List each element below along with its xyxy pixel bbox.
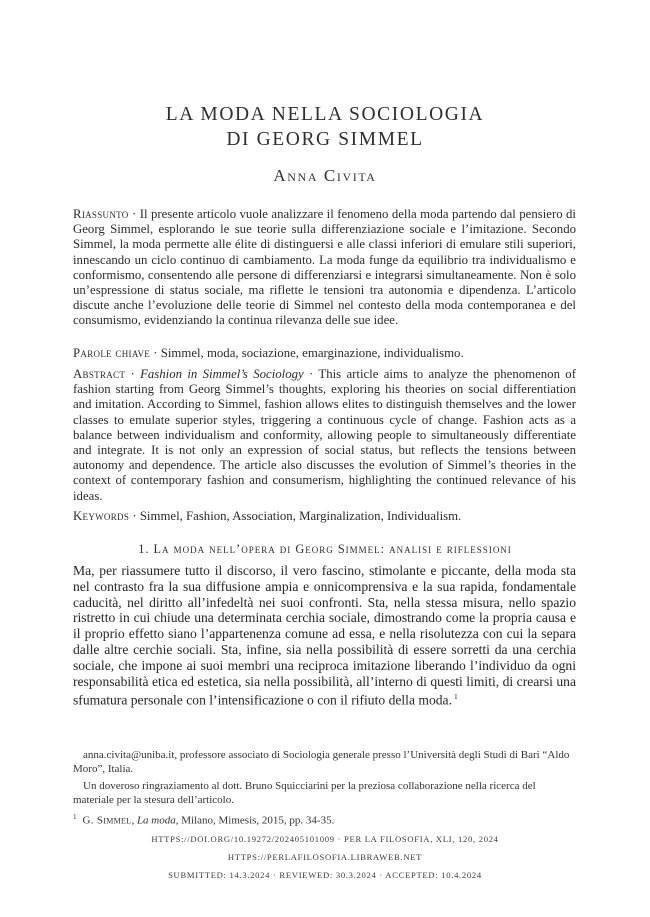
doi-line[interactable]: HTTPS://DOI.ORG/10.19272/202405101009 · PER LA FILOSOFIA, XLI, 120, 2024: [151, 834, 499, 844]
abstract-italian-text: Il presente articolo vuole analizzare il fenomeno della moda partendo dal pensiero di Georg Simmel, esplorando le sue teorie sulla differenziazione sociale e l’imitazione. Secondo Simmel, la moda permette alle élite di distinguersi e alle classi inferiori di emulare stili superiori, innescando un ciclo continuo di cambiamento. La moda funge da equilibrio tra individualismo e conformismo, consentendo alle persone di differenziarsi e integrarsi simultaneamente. Non è solo un’espressione di status sociale, ma riflette le tensioni tra autonomia e dipendenza. L’articolo discute anche l’evoluzione delle teorie di Simmel nel contesto della moda contemporanea e del consumismo, evidenziando la continua rilevanza delle sue idee.: [73, 207, 576, 328]
separator: ·: [303, 367, 319, 381]
footnote-marker[interactable]: 1: [454, 692, 458, 702]
footnote-author: G. Simmel: [82, 815, 132, 828]
separator: ·: [125, 367, 141, 381]
separator: ·: [150, 346, 161, 360]
section-heading: 1. La moda nell’opera di Georg Simmel: analisi e riflessioni: [138, 542, 512, 556]
abstract-italian: [73, 207, 576, 329]
author-affiliation-note: anna.civita@uniba.it, professore associato di Sociologia generale presso l’Università degli Studi di Bari “Aldo Moro”, Italia.: [73, 749, 570, 775]
separator: ·: [129, 509, 140, 523]
footnotes: [73, 749, 576, 829]
keywords-italian-text: Simmel, moda, sociazione, emarginazione, individualismo.: [160, 346, 464, 360]
footnote-details: , Milano, Mimesis, 2015, pp. 34-35.: [175, 815, 335, 828]
abstract-english-text: This article aims to analyze the phenomenon of fashion starting from Georg Simmel’s thoughts, exploring his theories on social differentiation and imitation. According to Simmel, fashion allows elites to distinguish themselves and the lower classes to emulate superior styles, triggering a continuous cycle of change. Fashion acts as a balance between individualism and conformity, allowing people to simultaneously differentiate and integrate. It is not only an expression of social status, but reflects the tensions between autonomy and dependence. The article also discusses the evolution of Simmel’s theories in the context of contemporary fashion and consumerism, highlighting the continued relevance of his ideas.: [73, 367, 576, 503]
abstract-english-title: Fashion in Simmel’s Sociology: [140, 367, 304, 381]
abstract-italian-label: Riassunto: [73, 207, 129, 221]
journal-url-line[interactable]: HTTPS://PERLAFILOSOFIA.LIBRAWEB.NET: [227, 852, 423, 862]
footnote-number: 1: [73, 813, 77, 822]
author-name: Anna Civita: [273, 166, 377, 185]
keywords-english-label: Keywords: [73, 509, 130, 523]
submission-dates-line: SUBMITTED: 14.3.2024 · REVIEWED: 30.3.2024 · ACCEPTED: 10.4.2024: [168, 870, 482, 880]
footnote-title: La moda: [136, 815, 176, 828]
article-title-line-1: LA MODA NELLA SOCIOLOGIA: [165, 104, 485, 125]
acknowledgement-note: Un doveroso ringraziamento al dott. Bruno Squicciarini per la preziosa collaborazione nella ricerca del materiale per la stesura dell’articolo.: [73, 780, 536, 806]
abstract-english: [73, 367, 576, 504]
body-text: Ma, per riassumere tutto il discorso, il vero fascino, stimolante e piccante, della moda sta nel contrasto fra la sua diffusione ampia e onnicomprensiva e la sua rapida, fondamentale caducità, nel diritto all’infedeltà nei suoi confronti. Sta, nella stessa misura, nello spazio ristretto in cui chiude una determinata cerchia sociale, dimostrando come la propria causa e il proprio effetto siano l’appartenenza comune ad essa, e nella risolutezza con cui la separa dalle altre cerchie sociali. Sta, infine, sia nella possibilità di essere sorretti da una cerchia sociale, che impone ai suoi membri una reciproca imitazione liberando l’individuo da ogni responsabilità etica ed estetica, sia nella possibilità, all’interno di questi limiti, di crearsi una sfumatura personale con l’intensificazione o con il rifiuto della moda.: [73, 563, 576, 708]
keywords-italian: [73, 346, 576, 361]
keywords-italian-label: Parole chiave: [73, 346, 151, 360]
body-paragraph: [73, 563, 576, 709]
keywords-english-text: Simmel, Fashion, Association, Marginalization, Individualism.: [139, 509, 462, 523]
separator: ·: [128, 207, 140, 221]
keywords-english: [73, 509, 576, 524]
article-title-line-2: DI GEORG SIMMEL: [226, 129, 424, 150]
footnote-1: [73, 811, 576, 828]
footnote-sep: ,: [131, 815, 137, 828]
abstract-english-label: Abstract: [73, 367, 126, 381]
